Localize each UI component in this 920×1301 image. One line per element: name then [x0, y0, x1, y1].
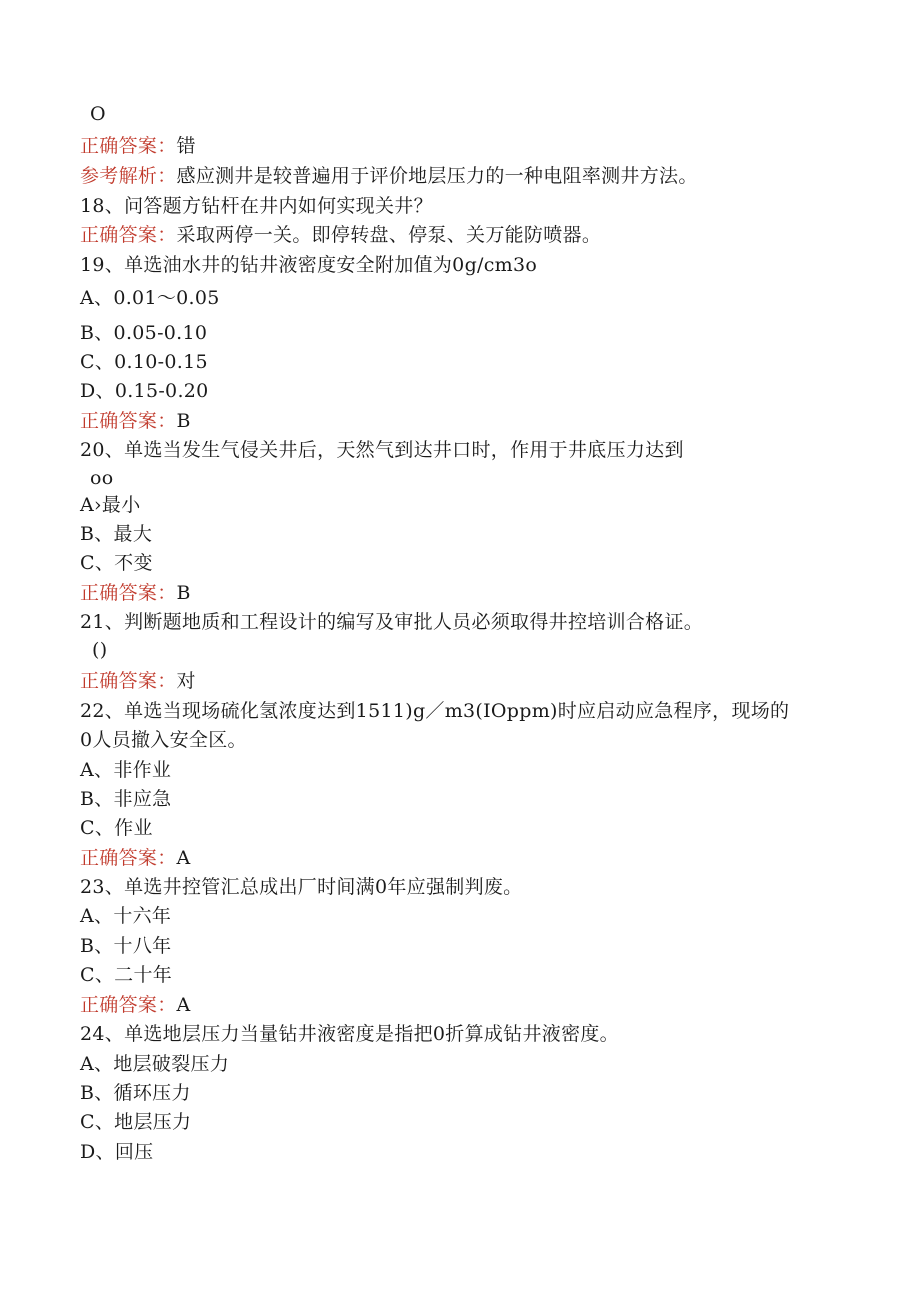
option-a: A、0.01～0.05 [80, 287, 220, 309]
answer-line [80, 668, 196, 694]
option-b: B、最大 [80, 523, 153, 545]
fragment-option: O [90, 103, 106, 125]
question-22: 22、单选当现场硫化氢浓度达到1511)g／m3(IOppm)时应启动应急程序，现场的 [80, 700, 790, 722]
question-22-continued: 0人员撤入安全区。 [80, 729, 247, 751]
question-18: 18、问答题方钻杆在井内如何实现关井？ [80, 195, 433, 217]
option-c: C、不变 [80, 552, 153, 574]
option-a: A、非作业 [80, 759, 172, 781]
answer-value: 错 [176, 135, 196, 157]
answer-value: 采取两停一关。即停转盘、停泵、关万能防喷器。 [176, 224, 602, 246]
question-24: 24、单选地层压力当量钻井液密度是指把0折算成钻井液密度。 [80, 1023, 619, 1045]
option-b: B、十八年 [80, 935, 172, 957]
answer-value: B [176, 582, 191, 604]
answer-label: 正确答案： [80, 670, 177, 692]
option-d: D、回压 [80, 1141, 154, 1163]
answer-label: 正确答案： [80, 847, 177, 869]
answer-value: A [176, 994, 191, 1016]
option-a: A、地层破裂压力 [80, 1053, 230, 1075]
answer-line [80, 580, 191, 606]
answer-label: 正确答案： [80, 135, 177, 157]
option-a: A›最小 [80, 494, 141, 516]
option-b: B、0.05-0.10 [80, 322, 208, 344]
answer-value: B [176, 410, 191, 432]
analysis-line [80, 163, 698, 189]
option-b: B、循环压力 [80, 1082, 191, 1104]
question-20: 20、单选当发生气侵关井后，天然气到达井口时，作用于井底压力达到 [80, 439, 684, 461]
answer-value: 对 [176, 670, 196, 692]
answer-line [80, 845, 191, 871]
question-21: 21、判断题地质和工程设计的编写及审批人员必须取得井控培训合格证。 [80, 611, 704, 633]
option-d: D、0.15-0.20 [80, 380, 209, 402]
option-a: A、十六年 [80, 905, 172, 927]
option-c: C、0.10-0.15 [80, 351, 208, 373]
question-21-continued: () [92, 639, 108, 661]
answer-label: 正确答案： [80, 582, 177, 604]
answer-label: 正确答案： [80, 224, 177, 246]
answer-line [80, 222, 601, 248]
answer-label: 正确答案： [80, 994, 177, 1016]
answer-line [80, 992, 191, 1018]
option-c: C、地层压力 [80, 1111, 192, 1133]
analysis-label: 参考解析： [80, 165, 177, 187]
option-b: B、非应急 [80, 788, 172, 810]
answer-label: 正确答案： [80, 410, 177, 432]
analysis-text: 感应测井是较普遍用于评价地层压力的一种电阻率测井方法。 [176, 165, 698, 187]
answer-value: A [176, 847, 191, 869]
answer-line [80, 408, 191, 434]
option-c: C、作业 [80, 817, 153, 839]
question-20-continued: oo [90, 467, 114, 489]
option-c: C、二十年 [80, 964, 173, 986]
answer-line [80, 133, 196, 159]
question-19: 19、单选油水井的钻井液密度安全附加值为0g/cm3o [80, 254, 538, 276]
question-23: 23、单选井控管汇总成出厂时间满0年应强制判废。 [80, 876, 523, 898]
